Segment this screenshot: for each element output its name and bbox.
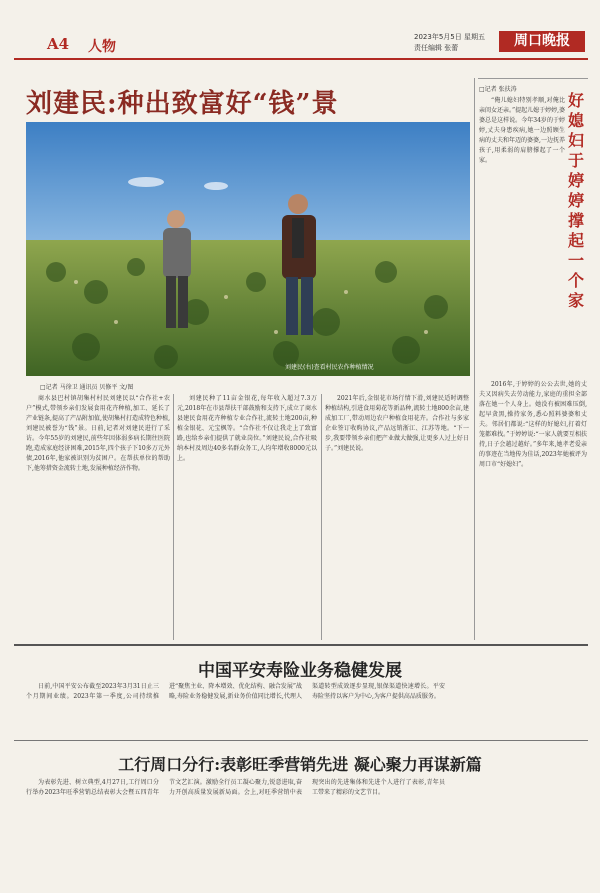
main-column-1	[26, 394, 170, 474]
story2-text: 日前,中国平安公布截至2023年3月31日止三个月期间业绩。2023年第一季度,公司持续推进“聚焦主业、降本增效、优化结构、融合发展”战略,寿险业务稳健发展,新业务价值同比增长,代理人渠道转型成效逐步显现,银保渠道快速增长。平安寿险坚持以客户为中心,为客户提供高品质服务。	[26, 683, 445, 700]
story2-body	[26, 682, 588, 702]
side-story-rule	[478, 78, 588, 79]
main-column-2	[177, 394, 317, 464]
side-story-text: “俺儿媳妇特别孝顺,对俺比亲闺女还亲。”提起儿媳于婷婷,婆婆总是这样说。今年34岁的于婷婷,丈夫身患疾病,她一边照顾生病的丈夫和年迈的婆婆,一边抚养孩子,用柔弱的肩膀撑起了一个家。	[479, 97, 565, 164]
column-divider	[321, 394, 322, 640]
side-story-text: 2016年,于婷婷的公公去世,她的丈夫又因病失去劳动能力,家庭的重担全部落在她一个人身上。她没有被困难压倒,起早贪黑,操持家务,悉心照料婆婆和丈夫。邻居们都说:“这样的好媳妇,打着灯笼都难找。”于婷婷说:“一家人就要互相扶持,日子会越过越好。”多年来,她孝老爱亲的事迹在当地传为佳话,2023年她被评为周口市“好媳妇”。	[479, 381, 587, 468]
section-name: 人物	[88, 39, 116, 55]
column-text: 2021年后,金银花市场行情下滑,刘建民适时调整种植结构,引进食用菊花等新品种,流转土地800余亩,建成加工厂,带动周边农户种植食用花卉。合作社与多家企业签订收购协议,产品远销浙江、江苏等地。“下一步,我要带领乡亲们把产业做大做强,让更多人过上好日子。”刘建民说。	[325, 395, 469, 452]
page-number: A4	[47, 35, 70, 53]
story3-text: 为表彰先进、树立典型,4月27日,工行周口分行举办2023年旺季营销总结表彰大会暨五四青年节文艺汇演。激励全行员工凝心聚力,锐意进取,奋力开创高质量发展新局面。会上,对旺季营销中表现突出的先进集体和先进个人进行了表彰,青年员工带来了精彩的文艺节目。	[26, 779, 445, 796]
newspaper-logo: 周口晚报	[499, 31, 585, 52]
side-story-title: 好媳妇于婷婷撑起一个家	[568, 91, 585, 310]
story2-title: 中国平安寿险业务稳健发展	[198, 661, 402, 681]
editor-credit: 责任编辑 张蕾	[414, 44, 459, 52]
column-text: 商水县巴村镇胡集村村民刘建民以“合作社+农户”模式,带领乡亲们发展食用花卉种植,加工、延长了产业链条,提高了产品附加值,使胡集村打造成特色种植,刘建民被誉为“钱”景。日前,记者对刘建民进行了采访。今年55岁的刘建民,前些年因体弱多病长期往医院跑,造成家庭经济困难,2015年,四个孩子下10多万元外债,2016年,他家被识别为贫困户。在帮扶单位的帮助下,他筹措资金流转土地,发展种植经济作物。	[26, 395, 170, 472]
main-headline: 刘建民:种出致富好“钱”景	[26, 89, 339, 119]
main-column-3	[325, 394, 469, 454]
story3-title: 工行周口分行:表彰旺季营销先进 凝心聚力再谋新篇	[118, 755, 482, 774]
column-text: 刘建民种了11亩金银花,每年收入超过7.3万元,2018年在市县帮扶干部鼓励和支持下,成立了商水县建民食用花卉种植专业合作社,流转土地200亩,种植金银花、元宝枫等。“合作社不仅让我走上了致富路,也给乡亲们提供了就业岗位。”刘建民说,合作社吸纳本村及周边40多名群众务工,人均年增收8000元以上。	[177, 395, 317, 462]
field-photo-illustration	[26, 122, 470, 376]
story3-body	[26, 778, 588, 798]
section-divider	[14, 740, 588, 741]
story-photo	[26, 122, 470, 376]
side-story-body-continued	[479, 380, 587, 470]
section-divider	[14, 644, 588, 646]
column-divider	[474, 78, 475, 640]
side-story-byline: □记者 张扶涛	[479, 86, 517, 93]
photo-caption: 刘建民(右)查看村民农作种植情况	[285, 364, 374, 371]
main-byline: □记者 马徐卫 通讯员 贝修平 文/图	[40, 384, 134, 391]
side-story-body	[479, 96, 565, 166]
issue-date: 2023年5月5日 星期五	[414, 33, 485, 41]
column-divider	[173, 394, 174, 640]
header-rule	[14, 58, 588, 60]
